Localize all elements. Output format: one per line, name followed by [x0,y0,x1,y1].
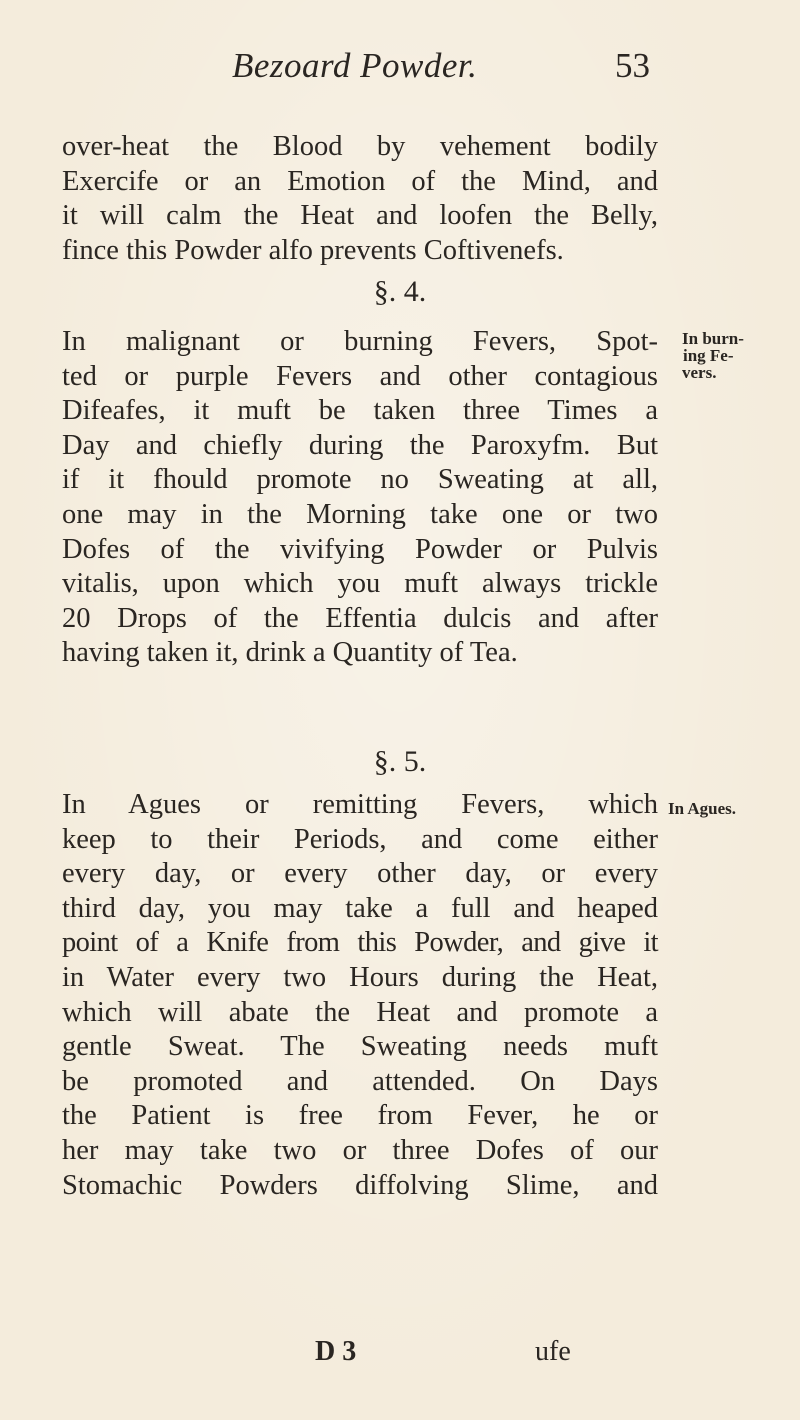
text-line: In Agues or remitting Fevers, which [62,789,658,820]
text-line: over-heat the Blood by vehement bodily [62,131,658,162]
text-line: gentle Sweat. The Sweating needs muft [62,1031,658,1063]
paragraph-section-4 [62,325,658,671]
text-line: which will abate the Heat and promote a [62,996,658,1028]
text-line: be promoted and attended. On Days [62,1065,658,1097]
text-line: fince this Powder alfo prevents Coftivenefs. [62,234,564,266]
text-line: ted or purple Fevers and other contagious [62,360,658,392]
signature-mark: D 3 [315,1336,357,1367]
text-line: Exercife or an Emotion of the Mind, and [62,165,658,197]
page-footer [0,1336,800,1376]
text-line: Day and chiefly during the Paroxyfm. But [62,429,658,461]
text-line: vitalis, upon which you muft always trickle [62,568,658,600]
section-mark-5: §. 5. [373,745,427,778]
text-line: in Water every two Hours during the Heat, [62,961,658,993]
text-line: third day, you may take a full and heaped [62,892,658,924]
margin-note-line: In burn- [682,329,744,348]
paragraph-continuation [62,130,658,268]
text-line: having taken it, drink a Quantity of Tea. [62,637,518,669]
text-line: 20 Drops of the Effentia dulcis and after [62,602,658,634]
running-head [0,40,800,100]
margin-note-line: vers. [682,363,717,382]
margin-note-burning-fevers [682,330,744,381]
paragraph-section-5 [62,788,658,1203]
text-line: Difeafes, it muft be taken three Times a [62,395,658,427]
section-mark-4: §. 4. [373,275,427,308]
text-line: the Patient is free from Fever, he or [62,1100,658,1132]
margin-note-line: ing Fe- [683,346,734,365]
page-number: 53 [615,46,650,85]
text-line: point of a Knife from this Powder, and give it [62,927,658,959]
text-line: her may take two or three Dofes of our [62,1134,658,1166]
text-line: if it fhould promote no Sweating at all, [62,464,658,496]
text-line: Stomachic Powders diffolving Slime, and [62,1169,658,1201]
margin-note-agues: In Agues. [668,799,737,818]
running-title: Bezoard Powder. [232,46,478,85]
text-line: Dofes of the vivifying Powder or Pulvis [62,533,658,565]
text-line: it will calm the Heat and loofen the Belly, [62,200,658,232]
catchword: ufe [535,1336,571,1367]
text-line: one may in the Morning take one or two [62,498,658,530]
text-line: In malignant or burning Fevers, Spot- [62,326,658,357]
text-line: every day, or every other day, or every [62,858,658,890]
text-line: keep to their Periods, and come either [62,823,658,855]
